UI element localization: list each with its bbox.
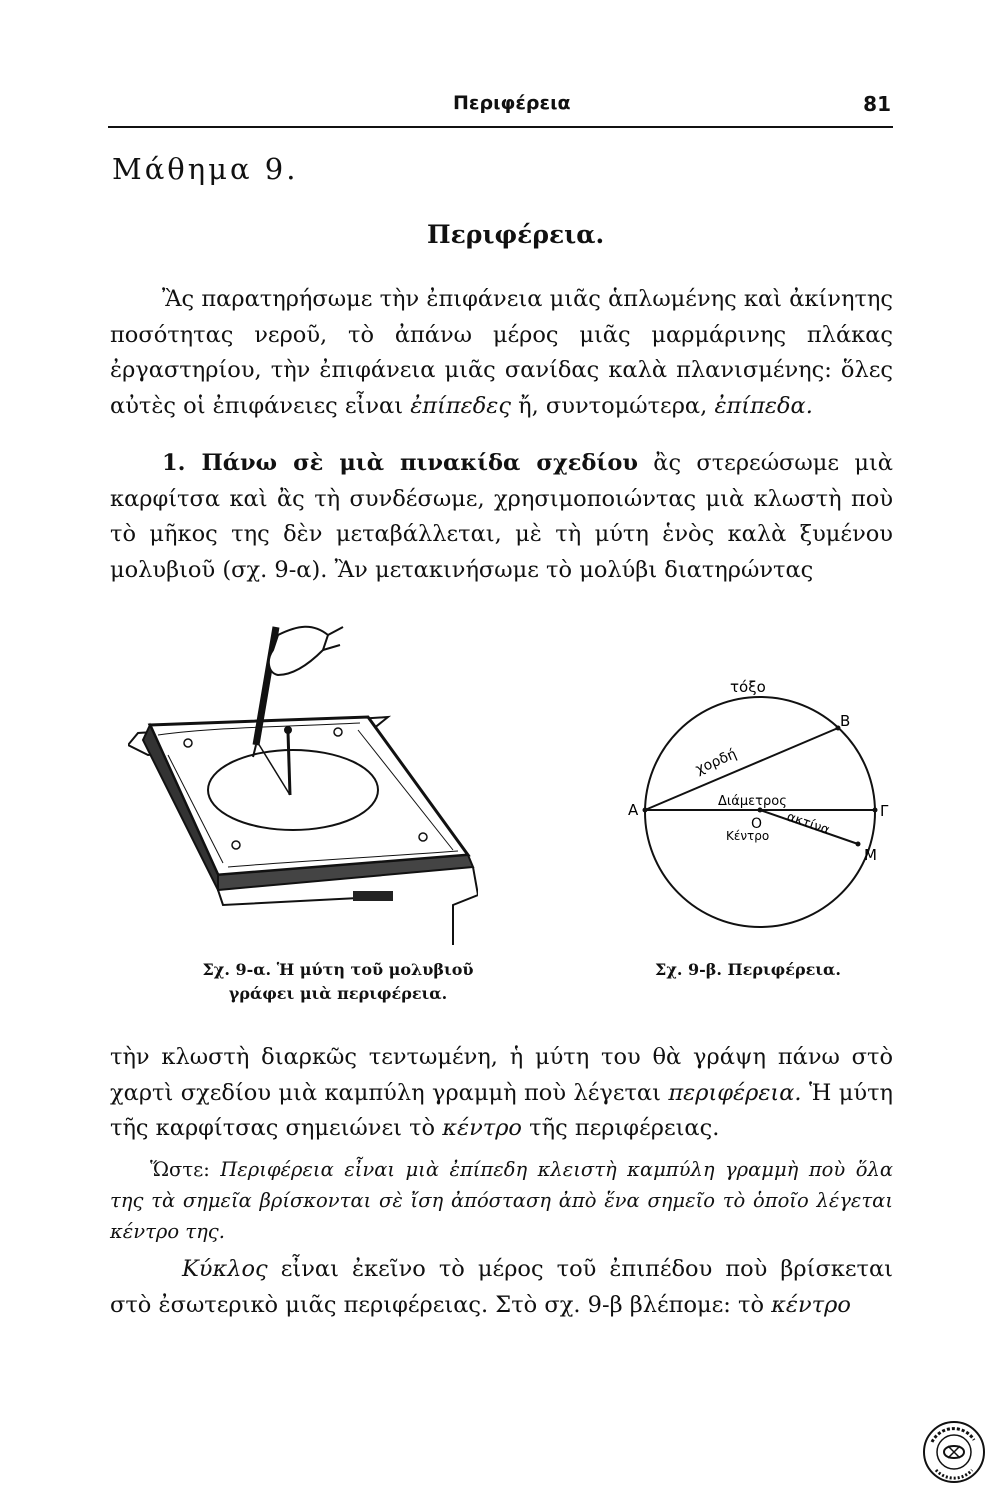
point-a-dot bbox=[643, 808, 648, 813]
label-point-a: Α bbox=[628, 801, 639, 819]
label-point-m: Μ bbox=[864, 846, 877, 864]
paragraph-experiment: 1. Πάνω σὲ μιὰ πινακίδα σχεδίου ἂς στερεώσωμε μιὰ καρφίτσα καὶ ἂς τὴ συνδέσωμε, χρησιμοποιώντας μιὰ κλωστὴ ποὺ τὸ μῆκος της δὲν μεταβάλλεται, μὲ τὴ μύτη ἑνὸς καλὰ ξυμένου μολυβιοῦ (σχ. 9-α). Ἂν μετακινήσωμε τὸ μολύβι διατηρώντας bbox=[110, 450, 893, 583]
label-chord: χορδή bbox=[693, 746, 740, 778]
label-center-point: Ο bbox=[751, 816, 763, 832]
caption-figure-a-line2: γράφει μιὰ περιφέρεια. bbox=[228, 984, 448, 1003]
caption-figure-a bbox=[168, 958, 508, 1006]
paragraph-circle: Κύκλος εἶναι ἐκεῖνο τὸ μέρος τοῦ ἐπιπέδου ποὺ βρίσκεται στὸ ἐσωτερικὸ μιᾶς περιφέρειας. Στὸ σχ. 9-β βλέπομε: τὸ κέντρο bbox=[110, 1256, 893, 1318]
running-title: Περιφέρεια bbox=[453, 92, 571, 114]
label-point-g: Γ bbox=[880, 802, 889, 820]
point-m-dot bbox=[856, 842, 861, 847]
page-header bbox=[108, 92, 893, 128]
lesson-title: Μάθημα 9. bbox=[112, 152, 299, 186]
caption-figure-b: Σχ. 9-β. Περιφέρεια. bbox=[655, 960, 841, 979]
label-diameter: Διάμετρος bbox=[718, 794, 787, 809]
caption-figure-a-line1: Σχ. 9-α. Ἡ μύτη τοῦ μολυβιοῦ bbox=[202, 960, 474, 979]
figure-circle-parts bbox=[618, 670, 898, 950]
point-g-dot bbox=[873, 808, 878, 813]
paragraph-planes: Ἂς παρατηρήσωμε τὴν ἐπιφάνεια μιᾶς ἁπλωμένης καὶ ἀκίνητης ποσότητας νεροῦ, τὸ ἀπάνω μέρος μιᾶς μαρμάρινης πλάκας ἐργαστηρίου, τὴν ἐπιφάνεια μιᾶς σανίδας καλὰ πλανισμένης: ὅλες αὐτὲς οἱ ἐπιφάνειες εἶναι ἐπίπεδες ἤ, συντομώτερα, ἐπίπεδα. bbox=[110, 286, 893, 419]
paragraph-definition: Ὥστε: Περιφέρεια εἶναι μιὰ ἐπίπεδη κλειστὴ καμπύλη γραμμὴ ποὺ ὅλα της τὰ σημεῖα βρίσκονται σὲ ἴση ἀπόσταση ἀπὸ ἕνα σημεῖο τὸ ὁποῖο λέγεται κέντρο της. bbox=[110, 1158, 893, 1243]
label-point-b: Β bbox=[840, 712, 851, 730]
label-arc: τόξο bbox=[730, 678, 766, 696]
label-center: Κέντρο bbox=[726, 829, 770, 843]
foundation-seal-icon bbox=[922, 1420, 986, 1484]
figure-drawing-board bbox=[128, 605, 478, 945]
section-title: Περιφέρεια. bbox=[427, 220, 605, 249]
label-radius: ακτίνα bbox=[784, 809, 832, 839]
page-number: 81 bbox=[863, 92, 891, 116]
paragraph-circumference: τὴν κλωστὴ διαρκῶς τεντωμένη, ἡ μύτη του θὰ γράψη πάνω στὸ χαρτὶ σχεδίου μιὰ καμπύλη γραμμὴ ποὺ λέγεται περιφέρεια. Ἡ μύτη τῆς καρφίτσας σημειώνει τὸ κέντρο τῆς περιφέρειας. bbox=[110, 1044, 893, 1141]
